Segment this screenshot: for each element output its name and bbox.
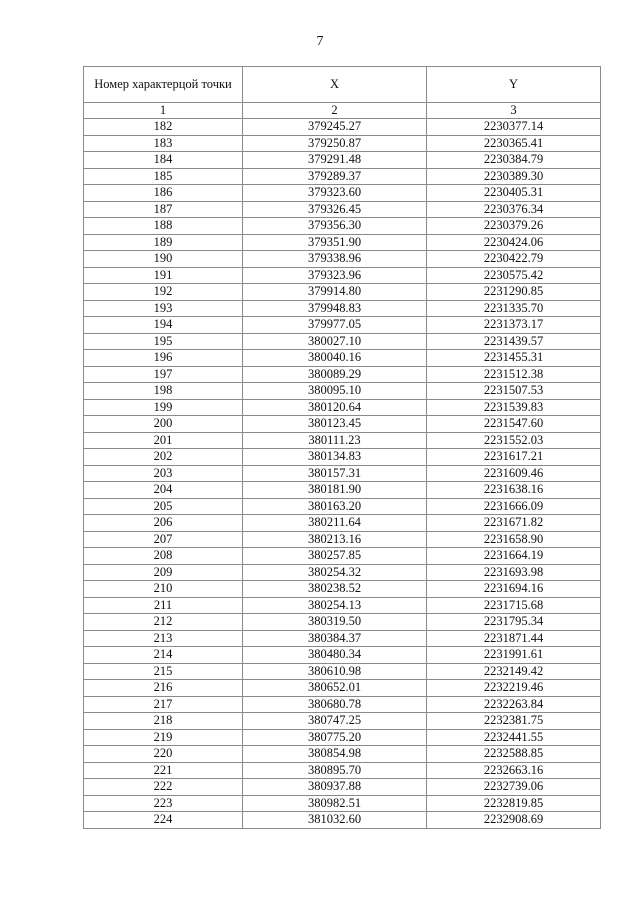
y-coordinate-cell: 2232739.06 bbox=[427, 779, 601, 796]
x-coordinate-cell: 379338.96 bbox=[243, 251, 427, 268]
x-coordinate-cell: 380480.34 bbox=[243, 647, 427, 664]
table-row bbox=[84, 300, 601, 317]
table-row bbox=[84, 432, 601, 449]
table-row bbox=[84, 482, 601, 499]
point-number-cell: 219 bbox=[84, 729, 243, 746]
point-number-cell: 203 bbox=[84, 465, 243, 482]
y-coordinate-cell: 2231455.31 bbox=[427, 350, 601, 367]
y-coordinate-cell: 2232219.46 bbox=[427, 680, 601, 697]
y-coordinate-cell: 2231617.21 bbox=[427, 449, 601, 466]
y-coordinate-cell: 2232263.84 bbox=[427, 696, 601, 713]
point-number-cell: 210 bbox=[84, 581, 243, 598]
point-number-cell: 188 bbox=[84, 218, 243, 235]
y-coordinate-cell: 2231871.44 bbox=[427, 630, 601, 647]
point-number-cell: 221 bbox=[84, 762, 243, 779]
y-coordinate-cell: 2231795.34 bbox=[427, 614, 601, 631]
page-number: 7 bbox=[316, 34, 324, 49]
x-coordinate-cell: 380747.25 bbox=[243, 713, 427, 730]
table-index-row bbox=[84, 103, 601, 119]
point-number-cell: 223 bbox=[84, 795, 243, 812]
table-header-row bbox=[84, 67, 601, 103]
table-row bbox=[84, 152, 601, 169]
table-row bbox=[84, 812, 601, 829]
table-row bbox=[84, 564, 601, 581]
x-coordinate-cell: 380095.10 bbox=[243, 383, 427, 400]
table-row bbox=[84, 383, 601, 400]
point-number-cell: 224 bbox=[84, 812, 243, 829]
x-coordinate-cell: 380384.37 bbox=[243, 630, 427, 647]
y-coordinate-cell: 2231694.16 bbox=[427, 581, 601, 598]
point-number-cell: 220 bbox=[84, 746, 243, 763]
y-coordinate-cell: 2232908.69 bbox=[427, 812, 601, 829]
x-coordinate-cell: 379351.90 bbox=[243, 234, 427, 251]
table-row bbox=[84, 630, 601, 647]
y-coordinate-cell: 2232441.55 bbox=[427, 729, 601, 746]
x-coordinate-cell: 380120.64 bbox=[243, 399, 427, 416]
x-coordinate-cell: 379356.30 bbox=[243, 218, 427, 235]
x-coordinate-cell: 380123.45 bbox=[243, 416, 427, 433]
table-row bbox=[84, 350, 601, 367]
point-number-cell: 186 bbox=[84, 185, 243, 202]
x-coordinate-cell: 380982.51 bbox=[243, 795, 427, 812]
point-number-cell: 193 bbox=[84, 300, 243, 317]
y-coordinate-cell: 2231290.85 bbox=[427, 284, 601, 301]
header-point-number: Номер характерцой точки bbox=[84, 67, 243, 103]
point-number-cell: 189 bbox=[84, 234, 243, 251]
point-number-cell: 214 bbox=[84, 647, 243, 664]
point-number-cell: 212 bbox=[84, 614, 243, 631]
table-row bbox=[84, 779, 601, 796]
y-coordinate-cell: 2232588.85 bbox=[427, 746, 601, 763]
y-coordinate-cell: 2232381.75 bbox=[427, 713, 601, 730]
index-cell: 3 bbox=[427, 103, 601, 119]
y-coordinate-cell: 2231507.53 bbox=[427, 383, 601, 400]
table-row bbox=[84, 399, 601, 416]
point-number-cell: 209 bbox=[84, 564, 243, 581]
y-coordinate-cell: 2230365.41 bbox=[427, 135, 601, 152]
x-coordinate-cell: 381032.60 bbox=[243, 812, 427, 829]
point-number-cell: 216 bbox=[84, 680, 243, 697]
point-number-cell: 200 bbox=[84, 416, 243, 433]
x-coordinate-cell: 379948.83 bbox=[243, 300, 427, 317]
x-coordinate-cell: 380610.98 bbox=[243, 663, 427, 680]
header-y: Y bbox=[427, 67, 601, 103]
table-row bbox=[84, 449, 601, 466]
x-coordinate-cell: 380213.16 bbox=[243, 531, 427, 548]
x-coordinate-cell: 380089.29 bbox=[243, 366, 427, 383]
x-coordinate-cell: 379326.45 bbox=[243, 201, 427, 218]
table-row bbox=[84, 680, 601, 697]
y-coordinate-cell: 2231666.09 bbox=[427, 498, 601, 515]
y-coordinate-cell: 2231547.60 bbox=[427, 416, 601, 433]
y-coordinate-cell: 2231991.61 bbox=[427, 647, 601, 664]
table-body bbox=[84, 119, 601, 829]
coordinates-table bbox=[83, 66, 601, 829]
y-coordinate-cell: 2231671.82 bbox=[427, 515, 601, 532]
table-row bbox=[84, 515, 601, 532]
table-row bbox=[84, 201, 601, 218]
y-coordinate-cell: 2230377.14 bbox=[427, 119, 601, 136]
x-coordinate-cell: 380157.31 bbox=[243, 465, 427, 482]
point-number-cell: 213 bbox=[84, 630, 243, 647]
table-row bbox=[84, 267, 601, 284]
y-coordinate-cell: 2230384.79 bbox=[427, 152, 601, 169]
table-row bbox=[84, 597, 601, 614]
table-row bbox=[84, 465, 601, 482]
point-number-cell: 184 bbox=[84, 152, 243, 169]
point-number-cell: 190 bbox=[84, 251, 243, 268]
x-coordinate-cell: 380257.85 bbox=[243, 548, 427, 565]
point-number-cell: 207 bbox=[84, 531, 243, 548]
x-coordinate-cell: 379250.87 bbox=[243, 135, 427, 152]
y-coordinate-cell: 2231373.17 bbox=[427, 317, 601, 334]
point-number-cell: 182 bbox=[84, 119, 243, 136]
x-coordinate-cell: 379289.37 bbox=[243, 168, 427, 185]
y-coordinate-cell: 2231512.38 bbox=[427, 366, 601, 383]
y-coordinate-cell: 2231439.57 bbox=[427, 333, 601, 350]
x-coordinate-cell: 379977.05 bbox=[243, 317, 427, 334]
x-coordinate-cell: 380211.64 bbox=[243, 515, 427, 532]
point-number-cell: 206 bbox=[84, 515, 243, 532]
index-cell: 1 bbox=[84, 103, 243, 119]
table-row bbox=[84, 135, 601, 152]
table-row bbox=[84, 234, 601, 251]
table-row bbox=[84, 251, 601, 268]
y-coordinate-cell: 2231638.16 bbox=[427, 482, 601, 499]
x-coordinate-cell: 380680.78 bbox=[243, 696, 427, 713]
x-coordinate-cell: 380319.50 bbox=[243, 614, 427, 631]
x-coordinate-cell: 379914.80 bbox=[243, 284, 427, 301]
x-coordinate-cell: 380895.70 bbox=[243, 762, 427, 779]
point-number-cell: 197 bbox=[84, 366, 243, 383]
table-row bbox=[84, 696, 601, 713]
y-coordinate-cell: 2230422.79 bbox=[427, 251, 601, 268]
table-row bbox=[84, 168, 601, 185]
table-row bbox=[84, 614, 601, 631]
y-coordinate-cell: 2231715.68 bbox=[427, 597, 601, 614]
point-number-cell: 191 bbox=[84, 267, 243, 284]
table-row bbox=[84, 284, 601, 301]
y-coordinate-cell: 2230575.42 bbox=[427, 267, 601, 284]
point-number-cell: 215 bbox=[84, 663, 243, 680]
point-number-cell: 201 bbox=[84, 432, 243, 449]
x-coordinate-cell: 380163.20 bbox=[243, 498, 427, 515]
x-coordinate-cell: 379245.27 bbox=[243, 119, 427, 136]
y-coordinate-cell: 2231658.90 bbox=[427, 531, 601, 548]
table-row bbox=[84, 581, 601, 598]
y-coordinate-cell: 2231335.70 bbox=[427, 300, 601, 317]
y-coordinate-cell: 2232819.85 bbox=[427, 795, 601, 812]
point-number-cell: 196 bbox=[84, 350, 243, 367]
x-coordinate-cell: 380238.52 bbox=[243, 581, 427, 598]
point-number-cell: 198 bbox=[84, 383, 243, 400]
point-number-cell: 204 bbox=[84, 482, 243, 499]
point-number-cell: 217 bbox=[84, 696, 243, 713]
y-coordinate-cell: 2230376.34 bbox=[427, 201, 601, 218]
x-coordinate-cell: 380027.10 bbox=[243, 333, 427, 350]
x-coordinate-cell: 380134.83 bbox=[243, 449, 427, 466]
y-coordinate-cell: 2232149.42 bbox=[427, 663, 601, 680]
point-number-cell: 183 bbox=[84, 135, 243, 152]
x-coordinate-cell: 380254.13 bbox=[243, 597, 427, 614]
y-coordinate-cell: 2231664.19 bbox=[427, 548, 601, 565]
y-coordinate-cell: 2230389.30 bbox=[427, 168, 601, 185]
y-coordinate-cell: 2231552.03 bbox=[427, 432, 601, 449]
point-number-cell: 208 bbox=[84, 548, 243, 565]
point-number-cell: 192 bbox=[84, 284, 243, 301]
table-row bbox=[84, 548, 601, 565]
table-row bbox=[84, 762, 601, 779]
table-row bbox=[84, 185, 601, 202]
y-coordinate-cell: 2230405.31 bbox=[427, 185, 601, 202]
y-coordinate-cell: 2231693.98 bbox=[427, 564, 601, 581]
table-row bbox=[84, 531, 601, 548]
index-cell: 2 bbox=[243, 103, 427, 119]
x-coordinate-cell: 380181.90 bbox=[243, 482, 427, 499]
table-row bbox=[84, 366, 601, 383]
point-number-cell: 218 bbox=[84, 713, 243, 730]
point-number-cell: 211 bbox=[84, 597, 243, 614]
point-number-cell: 222 bbox=[84, 779, 243, 796]
x-coordinate-cell: 380040.16 bbox=[243, 350, 427, 367]
table-row bbox=[84, 647, 601, 664]
y-coordinate-cell: 2230379.26 bbox=[427, 218, 601, 235]
table-row bbox=[84, 498, 601, 515]
table-row bbox=[84, 218, 601, 235]
table-row bbox=[84, 746, 601, 763]
x-coordinate-cell: 380254.32 bbox=[243, 564, 427, 581]
y-coordinate-cell: 2231539.83 bbox=[427, 399, 601, 416]
table-row bbox=[84, 729, 601, 746]
point-number-cell: 202 bbox=[84, 449, 243, 466]
point-number-cell: 195 bbox=[84, 333, 243, 350]
x-coordinate-cell: 379323.96 bbox=[243, 267, 427, 284]
table-row bbox=[84, 333, 601, 350]
x-coordinate-cell: 379323.60 bbox=[243, 185, 427, 202]
header-x: X bbox=[243, 67, 427, 103]
point-number-cell: 199 bbox=[84, 399, 243, 416]
table-row bbox=[84, 663, 601, 680]
table-row bbox=[84, 416, 601, 433]
y-coordinate-cell: 2230424.06 bbox=[427, 234, 601, 251]
point-number-cell: 187 bbox=[84, 201, 243, 218]
point-number-cell: 194 bbox=[84, 317, 243, 334]
table-row bbox=[84, 317, 601, 334]
x-coordinate-cell: 380111.23 bbox=[243, 432, 427, 449]
x-coordinate-cell: 380775.20 bbox=[243, 729, 427, 746]
x-coordinate-cell: 379291.48 bbox=[243, 152, 427, 169]
y-coordinate-cell: 2232663.16 bbox=[427, 762, 601, 779]
point-number-cell: 205 bbox=[84, 498, 243, 515]
y-coordinate-cell: 2231609.46 bbox=[427, 465, 601, 482]
table-row bbox=[84, 713, 601, 730]
table-row bbox=[84, 795, 601, 812]
x-coordinate-cell: 380937.88 bbox=[243, 779, 427, 796]
x-coordinate-cell: 380854.98 bbox=[243, 746, 427, 763]
table-row bbox=[84, 119, 601, 136]
point-number-cell: 185 bbox=[84, 168, 243, 185]
x-coordinate-cell: 380652.01 bbox=[243, 680, 427, 697]
